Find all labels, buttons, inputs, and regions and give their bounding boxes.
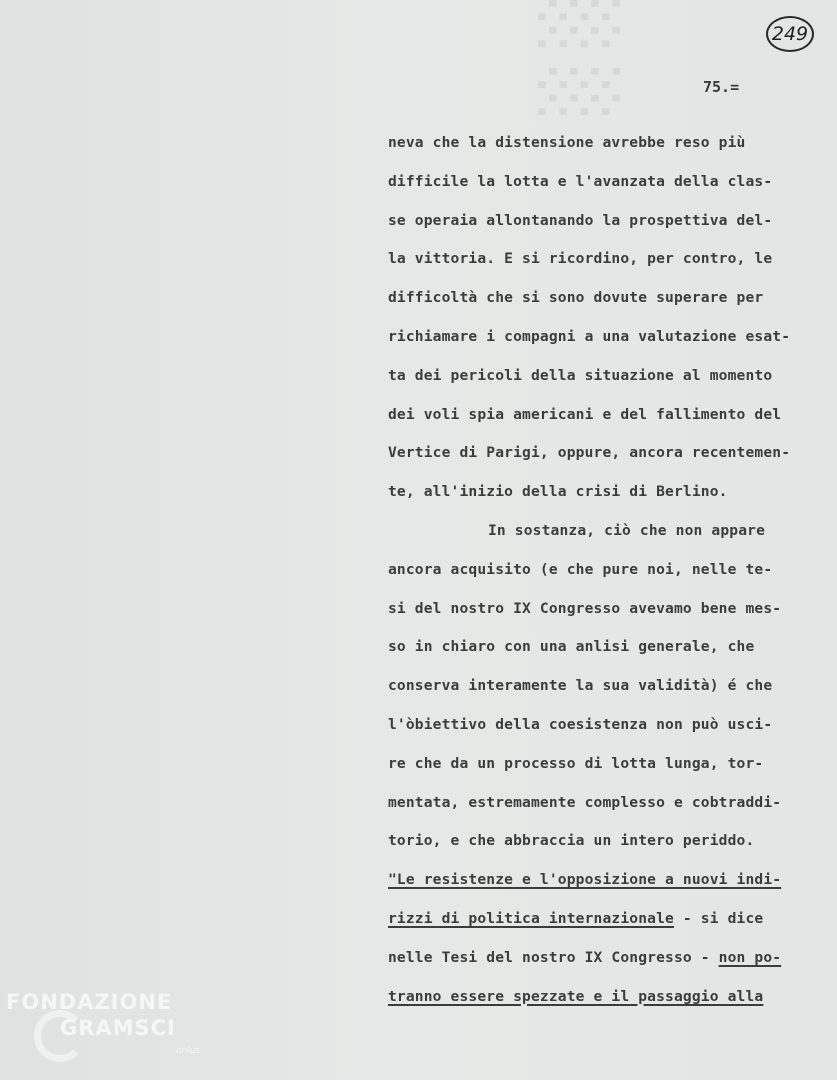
text-line: si del nostro IX Congresso avevamo bene mes-: [388, 599, 782, 617]
text-line: la vittoria. E si ricordino, per contro, le: [388, 250, 773, 268]
archive-number-stamp: 249: [766, 16, 814, 52]
watermark-line-2: GRAMSCI: [60, 1016, 176, 1040]
text-line: neva che la distensione avrebbe reso più: [388, 134, 746, 151]
text-line: conserva interamente la sua validità) é che: [388, 677, 773, 695]
text-line: mentata, estremamente complesso e cobtraddi-: [388, 793, 782, 811]
watermark-line-3: onlus: [176, 1046, 201, 1056]
watermark-line-1: FONDAZIONE: [6, 990, 173, 1014]
underlined-quote-segment: rizzi di politica internazionale: [388, 909, 674, 927]
underlined-quote-segment: non po-: [718, 948, 782, 966]
text-line: [388, 906, 828, 945]
text-segment: - si dice: [673, 909, 764, 927]
text-line: difficile la lotta e l'avanzata della clas-: [388, 172, 773, 190]
text-line: Vertice di Parigi, oppure, ancora recentemen-: [388, 444, 791, 462]
show-through-text: ░░: [538, 0, 620, 136]
paragraph-start-line: In sostanza, ciò che non appare: [488, 521, 766, 539]
text-line: re che da un processo di lotta lunga, tor-: [388, 754, 764, 772]
text-line: l'òbiettivo della coesistenza non può usci-: [388, 715, 773, 733]
text-line: torio, e che abbraccia un intero periddo.: [388, 832, 755, 850]
text-line: dei voli spia americani e del fallimento del: [388, 405, 782, 423]
text-line: difficoltà che si sono dovute superare per: [388, 289, 764, 307]
page-number: 75.=: [703, 78, 740, 96]
text-line: ancora acquisito (e che pure noi, nelle te-: [388, 560, 773, 578]
text-line: se operaia allontanando la prospettiva del-: [388, 211, 773, 229]
text-segment: nelle Tesi del nostro IX Congresso -: [388, 948, 719, 966]
text-line: te, all'inizio della crisi di Berlino.: [388, 483, 728, 501]
text-line: [388, 945, 828, 984]
fondazione-gramsci-watermark: [6, 990, 216, 1075]
underlined-quote-line: "Le resistenze e l'opposizione a nuovi indi-: [388, 871, 782, 889]
text-line: so in chiaro con una anlisi generale, che: [388, 638, 755, 656]
text-line: ta dei pericoli della situazione al momento: [388, 366, 773, 384]
typewritten-body: [388, 130, 828, 1022]
text-line: richiamare i compagni a una valutazione esat-: [388, 327, 791, 345]
underlined-quote-line: tranno essere spezzate e il passaggio alla: [388, 987, 764, 1005]
